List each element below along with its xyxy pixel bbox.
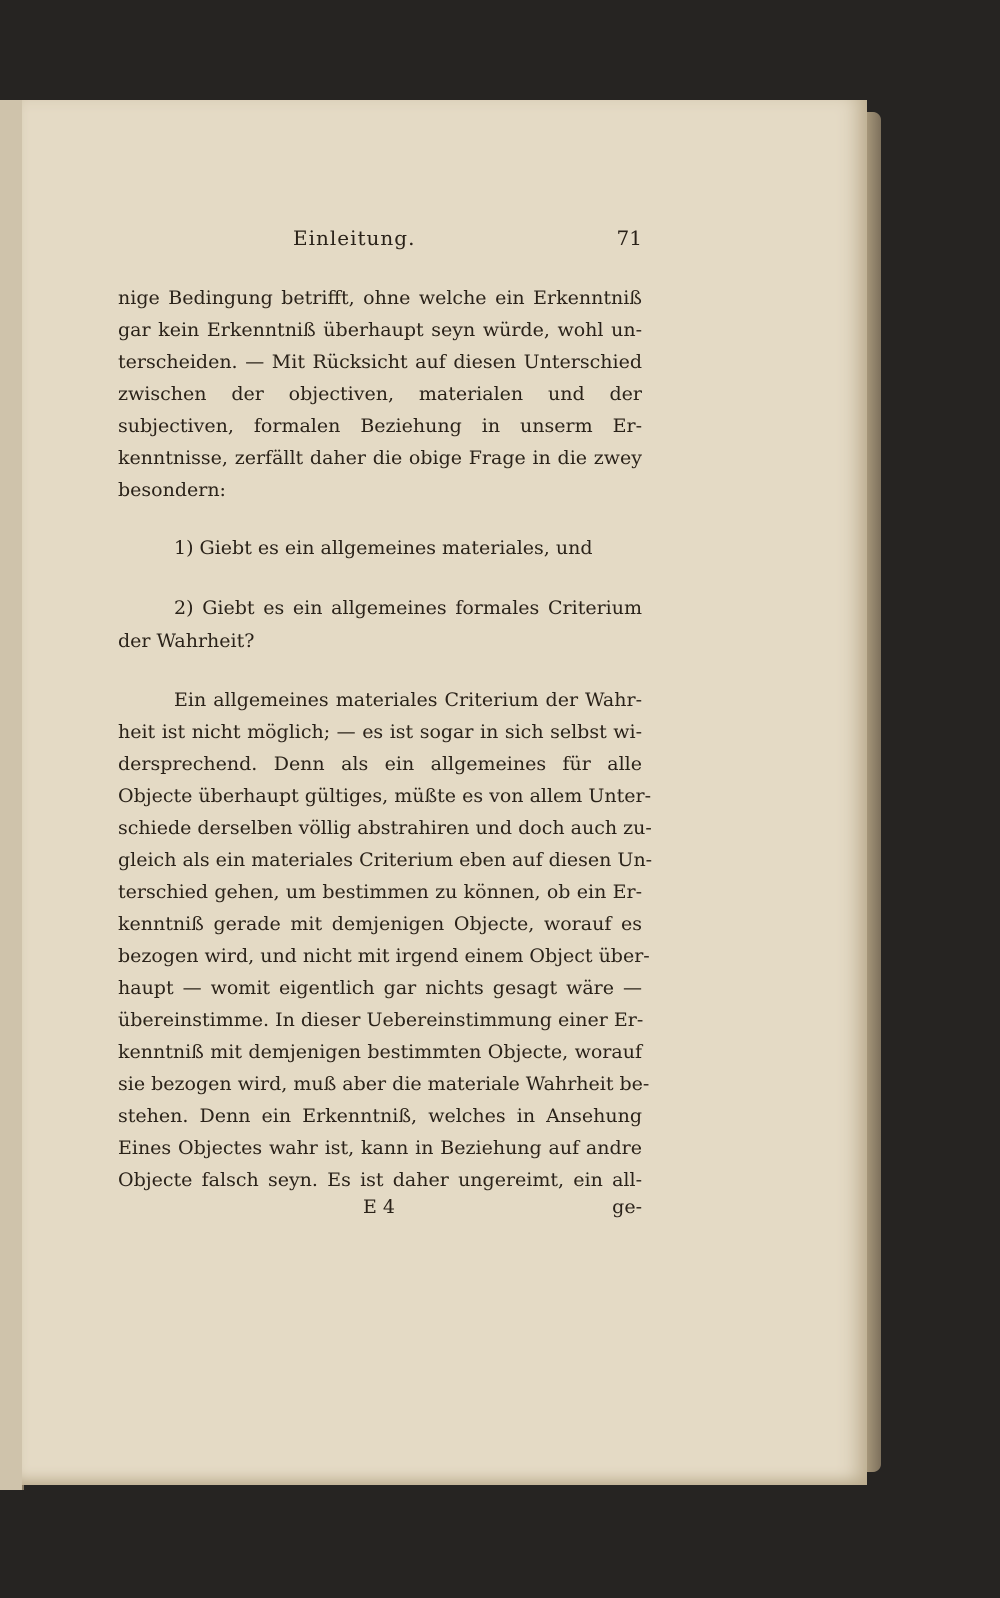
text-line: terscheiden. — Mit Rücksicht auf diesen Unterschied [118, 351, 642, 373]
previous-page-edge [0, 100, 24, 1490]
list-item-2-cont: der Wahrheit? [118, 630, 255, 652]
text-line: gar kein Erkenntniß überhaupt seyn würde, wohl un- [118, 319, 642, 341]
text-line: Objecte falsch seyn. Es ist daher ungereimt, ein all- [118, 1169, 642, 1191]
text-line: schiede derselben völlig abstrahiren und doch auch zu- [118, 817, 652, 839]
text-line: nige Bedingung betrifft, ohne welche ein Erkenntniß [118, 287, 642, 309]
page-footer [118, 1196, 642, 1226]
list-item-2: 2) Giebt es ein allgemeines formales Criterium [174, 597, 642, 619]
text-line: gleich als ein materiales Criterium eben auf diesen Un- [118, 849, 653, 871]
text-line: terschied gehen, um bestimmen zu können, ob ein Er- [118, 881, 642, 903]
text-line: heit ist nicht möglich; — es ist sogar in sich selbst wi- [118, 721, 642, 743]
text-line: kenntniß gerade mit demjenigen Objecte, worauf es [118, 913, 642, 935]
text-line: kenntnisse, zerfällt daher die obige Frage in die zwey [118, 447, 642, 469]
page-number: 71 [616, 226, 642, 250]
text-line: bezogen wird, und nicht mit irgend einem Object über- [118, 945, 650, 967]
running-head: Einleitung. [293, 226, 416, 250]
text-line: stehen. Denn ein Erkenntniß, welches in Ansehung [118, 1105, 642, 1127]
page-header [118, 226, 642, 256]
text-line: dersprechend. Denn als ein allgemeines für alle [118, 753, 642, 775]
text-line: sie bezogen wird, muß aber die materiale Wahrheit be- [118, 1073, 650, 1095]
text-line: Ein allgemeines materiales Criterium der Wahr- [174, 689, 642, 711]
text-line: übereinstimme. In dieser Uebereinstimmung einer Er- [118, 1009, 644, 1031]
list-item-1: 1) Giebt es ein allgemeines materiales, und [174, 537, 593, 559]
text-line: besondern: [118, 479, 226, 501]
text-line: subjectiven, formalen Beziehung in unserm Er- [118, 415, 642, 437]
text-line: zwischen der objectiven, materialen und der [118, 383, 642, 405]
catchword: ge- [612, 1196, 642, 1218]
text-line: Eines Objectes wahr ist, kann in Beziehung auf andre [118, 1137, 642, 1159]
signature-mark: E 4 [363, 1196, 395, 1218]
text-line: haupt — womit eigentlich gar nichts gesagt wäre — [118, 977, 642, 999]
text-line: kenntniß mit demjenigen bestimmten Objecte, worauf [118, 1041, 642, 1063]
text-line: Objecte überhaupt gültiges, müßte es von allem Unter- [118, 785, 651, 807]
